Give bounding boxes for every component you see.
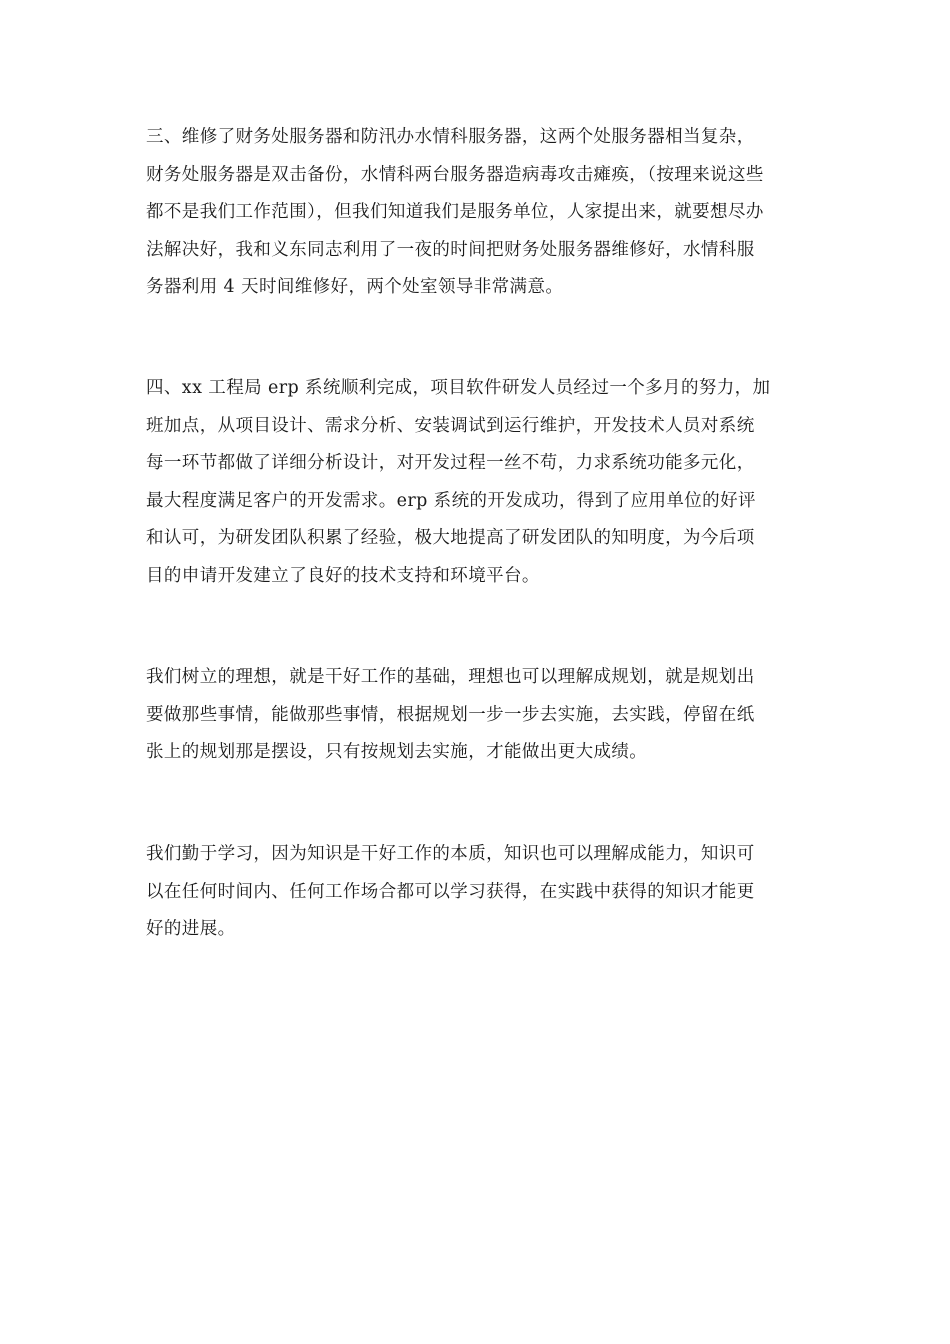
paragraph-line: 目的申请开发建立了良好的技术支持和环境平台。 xyxy=(146,565,540,586)
paragraph-line: 每一环节都做了详细分析设计，对开发过程一丝不苟，力求系统功能多元化， xyxy=(146,453,755,473)
paragraph-line: 法解决好，我和义东同志利用了一夜的时间把财务处服务器维修好，水情科服 xyxy=(146,239,755,260)
paragraph-line: 财务处服务器是双击备份，水情科两台服务器造病毒攻击瘫痪，（按理来说这些 xyxy=(146,164,764,185)
paragraph-line: 三、维修了财务处服务器和防汛办水情科服务器，这两个处服务器相当复杂， xyxy=(146,127,755,147)
paragraph-server-repair xyxy=(146,119,810,307)
paragraph-learning xyxy=(146,836,810,949)
paragraph-line: 我们勤于学习，因为知识是干好工作的本质，知识也可以理解成能力，知识可 xyxy=(146,844,755,864)
paragraph-line: 班加点，从项目设计、需求分析、安装调试到运行维护，开发技术人员对系统 xyxy=(146,415,755,436)
paragraph-line: 好的进展。 xyxy=(146,919,236,939)
paragraph-line: 我们树立的理想，就是干好工作的基础，理想也可以理解成规划，就是规划出 xyxy=(146,667,755,687)
paragraph-erp-system xyxy=(146,370,810,595)
paragraph-line: 都不是我们工作范围），但我们知道我们是服务单位，人家提出来，就要想尽办 xyxy=(146,202,764,222)
paragraph-line: 务器利用 4 天时间维修好，两个处室领导非常满意。 xyxy=(146,277,564,297)
paragraph-line: 最大程度满足客户的开发需求。erp 系统的开发成功，得到了应用单位的好评 xyxy=(146,490,756,511)
paragraph-line: 四、xx 工程局 erp 系统顺利完成，项目软件研发人员经过一个多月的努力，加 xyxy=(146,378,771,398)
paragraph-line: 张上的规划那是摆设，只有按规划去实施，才能做出更大成绩。 xyxy=(146,742,648,762)
paragraph-ideals xyxy=(146,659,810,772)
paragraph-line: 和认可，为研发团队积累了经验，极大地提高了研发团队的知明度，为今后项 xyxy=(146,528,755,548)
paragraph-line: 要做那些事情，能做那些事情，根据规划一步一步去实施，去实践，停留在纸 xyxy=(146,704,755,725)
paragraph-line: 以在任何时间内、任何工作场合都可以学习获得，在实践中获得的知识才能更 xyxy=(146,881,755,902)
